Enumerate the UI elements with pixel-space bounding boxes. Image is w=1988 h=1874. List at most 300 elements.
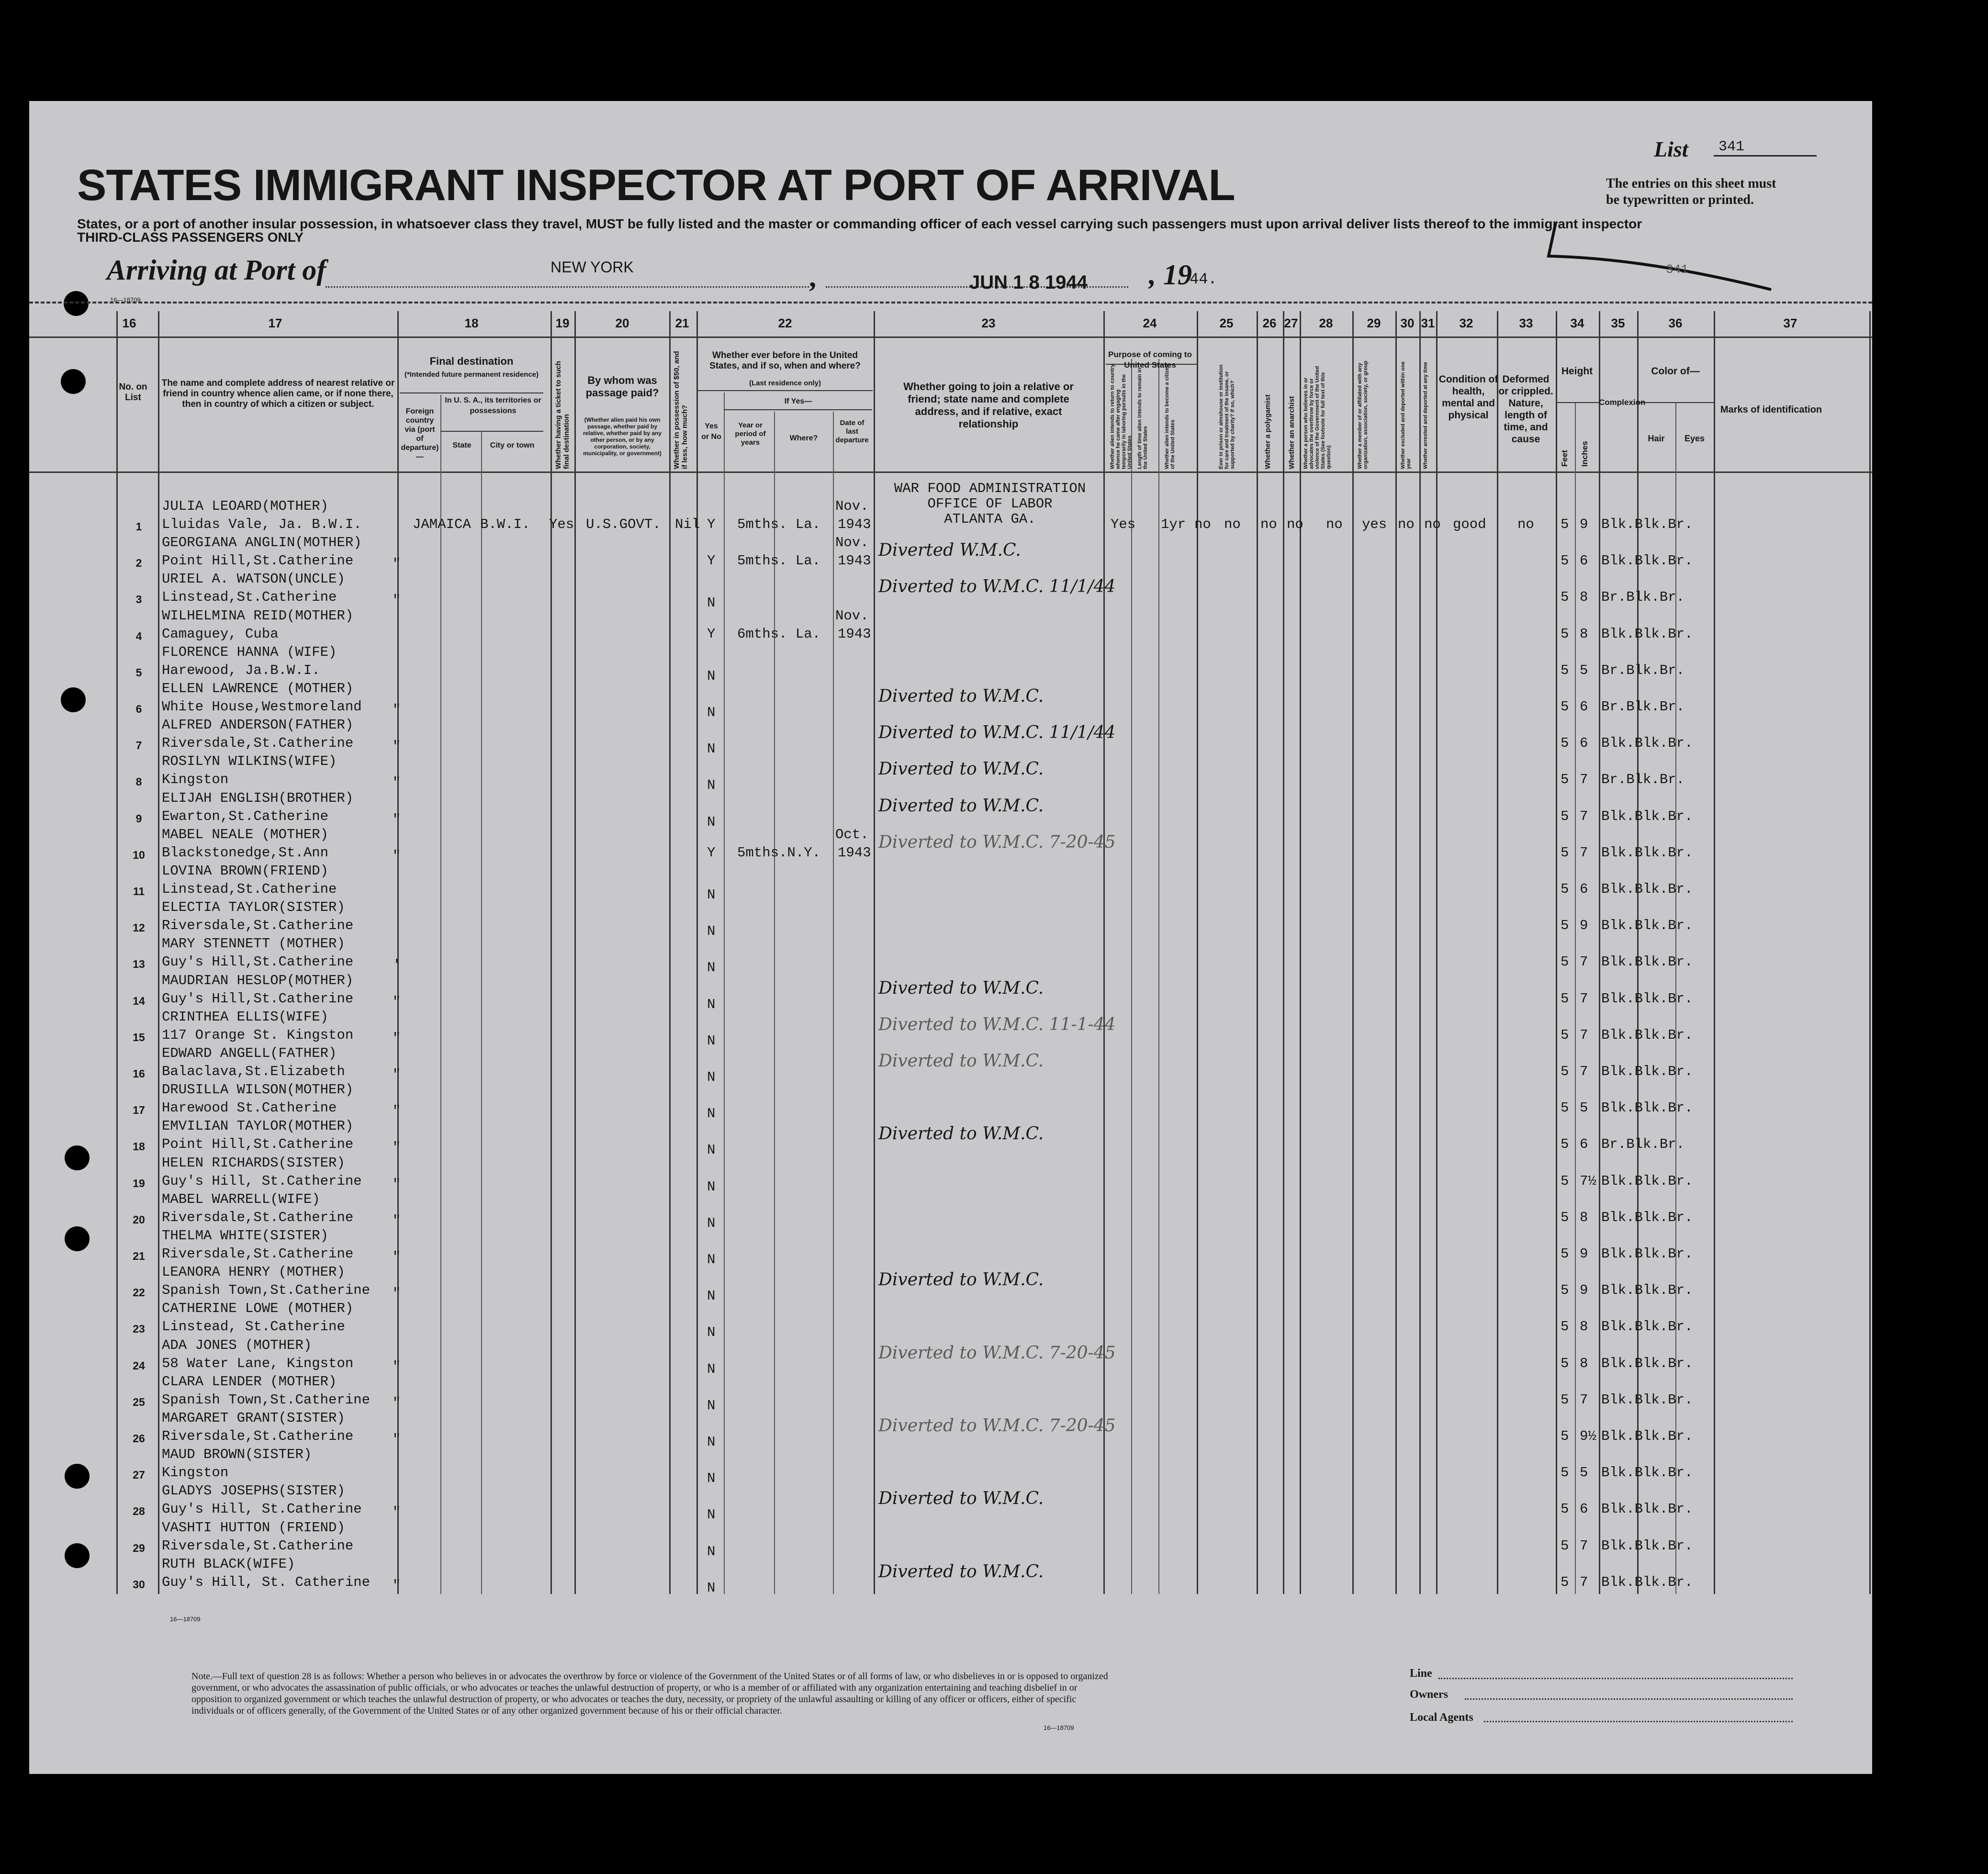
col-18-foreign: Foreign country via (port of departure)— bbox=[401, 407, 439, 461]
period-years: 5mths. La. bbox=[737, 553, 821, 569]
height-feet: 5 bbox=[1561, 1064, 1569, 1079]
relative-address: Guy's Hill, St.Catherine bbox=[162, 1173, 362, 1189]
row-number: 2 bbox=[135, 557, 142, 570]
col-20-note: (Whether alien paid his own passage, whether paid by relative, whether paid by any other person, or by any corporation, society, municipality, or government) bbox=[583, 416, 662, 457]
returning: Yes bbox=[1111, 516, 1136, 532]
row-number: 5 bbox=[135, 666, 142, 679]
entries-note bbox=[1606, 176, 1776, 208]
final-state: B.W.I. bbox=[480, 516, 530, 532]
complexion-hair-eyes: Br.Blk.Br. bbox=[1601, 662, 1685, 678]
column-number: 20 bbox=[615, 316, 629, 330]
row-number: 21 bbox=[133, 1250, 145, 1262]
complexion-hair-eyes: Blk.Blk.Br. bbox=[1601, 1246, 1693, 1262]
height-feet: 5 bbox=[1561, 516, 1569, 532]
column-subrule bbox=[1575, 402, 1576, 1594]
height-feet: 5 bbox=[1561, 662, 1569, 678]
ticket: Yes bbox=[549, 516, 574, 532]
ditto-mark: " bbox=[393, 1286, 401, 1302]
complexion-hair-eyes: Blk.Blk.Br. bbox=[1601, 1428, 1693, 1444]
complexion-hair-eyes: Blk.Blk.Br. bbox=[1601, 808, 1693, 824]
previously-in-us: N bbox=[707, 777, 716, 794]
height-inches: 5 bbox=[1580, 1465, 1588, 1481]
col-21-header: Whether in possession of $50, and if less, how much? bbox=[673, 351, 689, 469]
relative-name: ROSILYN WILKINS(WIFE) bbox=[162, 753, 337, 770]
col-17-header: The name and complete address of nearest relative or friend in country whence alien came, or if none there, then in country of which a citizen or subject. bbox=[161, 378, 395, 409]
previously-in-us: N bbox=[707, 1543, 716, 1560]
column-number: 27 bbox=[1284, 316, 1298, 330]
height-feet: 5 bbox=[1561, 954, 1569, 970]
row-number: 4 bbox=[135, 629, 142, 642]
punch-hole bbox=[65, 1464, 90, 1489]
relative-address: Guy's Hill,St.Catherine bbox=[162, 990, 354, 1007]
relative-address: Riversdale,St.Catherine bbox=[162, 918, 354, 934]
subtitle-line-1: States, or a port of another insular possession, in whatsoever class they travel, MUST be fully listed and the master or commanding officer of each vessel carrying such passengers must upon arrival deliver lists thereof to the immigrant inspector bbox=[77, 216, 1642, 231]
handwritten-note: Diverted to W.M.C. bbox=[878, 686, 1044, 706]
relative-address: Guy's Hill, St. Catherine bbox=[162, 1574, 371, 1590]
height-feet: 5 bbox=[1561, 1355, 1569, 1371]
col-18-state: State bbox=[452, 441, 472, 449]
relative-address: Harewood St.Catherine bbox=[162, 1100, 337, 1116]
height-feet: 5 bbox=[1561, 1537, 1569, 1554]
foreign-country: JAMAICA bbox=[413, 516, 471, 532]
col-34-feet: Feet bbox=[1560, 450, 1569, 467]
previously-in-us: Y bbox=[707, 844, 716, 861]
ditto-mark: " bbox=[393, 593, 401, 609]
relative-address: Point Hill,St.Catherine bbox=[162, 553, 354, 569]
column-subrule bbox=[833, 412, 834, 1594]
col-26-header: Whether a polygamist bbox=[1264, 394, 1272, 469]
column-rule bbox=[550, 311, 552, 1594]
col-30-header: Whether excluded and deported within one year bbox=[1400, 361, 1412, 469]
relative-address: Riversdale,St.Catherine bbox=[162, 735, 354, 752]
line-label: Line bbox=[1410, 1667, 1432, 1680]
previously-in-us: Y bbox=[707, 516, 716, 532]
height-feet: 5 bbox=[1561, 808, 1569, 824]
height-feet: 5 bbox=[1561, 1100, 1569, 1116]
complexion-hair-eyes: Blk.Blk.Br. bbox=[1601, 1465, 1693, 1481]
header-subrule bbox=[1557, 402, 1599, 403]
height-feet: 5 bbox=[1561, 990, 1569, 1007]
height-inches: 7 bbox=[1580, 808, 1588, 824]
height-inches: 7 bbox=[1580, 1537, 1588, 1554]
col-19-header: Whether having a ticket to such final destination bbox=[554, 361, 571, 469]
rule bbox=[29, 302, 1872, 303]
column-rule bbox=[1103, 311, 1105, 1594]
row-number: 3 bbox=[135, 593, 142, 606]
relative-name: HELEN RICHARDS(SISTER) bbox=[162, 1155, 345, 1171]
relative-name: DRUSILLA WILSON(MOTHER) bbox=[162, 1082, 354, 1098]
column-number: 17 bbox=[268, 316, 282, 330]
col-22-period: Year or period of years bbox=[735, 421, 766, 447]
handwritten-note: Diverted W.M.C. bbox=[878, 540, 1021, 561]
money: Nil bbox=[675, 516, 700, 532]
col-36-header: Color of— bbox=[1651, 366, 1700, 377]
column-number: 32 bbox=[1459, 316, 1473, 330]
relative-name: ELIJAH ENGLISH(BROTHER) bbox=[162, 790, 354, 806]
col-29-header: Whether a member of or affiliated with any organization, association, society, or group bbox=[1357, 360, 1369, 469]
complexion-hair-eyes: Br.Blk.Br. bbox=[1601, 699, 1685, 715]
complexion-hair-eyes: Blk.Blk.Br. bbox=[1601, 918, 1693, 934]
column-rule bbox=[158, 311, 159, 1594]
previously-in-us: Y bbox=[707, 553, 716, 569]
column-number: 22 bbox=[778, 316, 792, 330]
list-label: List bbox=[1654, 137, 1688, 161]
previously-in-us: N bbox=[707, 814, 716, 830]
column-number: 33 bbox=[1519, 316, 1533, 330]
handwritten-note: Diverted to W.M.C. bbox=[878, 796, 1044, 816]
relative-name: MAUD BROWN(SISTER) bbox=[162, 1447, 312, 1463]
height-feet: 5 bbox=[1561, 589, 1569, 606]
column-number: 21 bbox=[675, 316, 689, 330]
row-number: 16 bbox=[133, 1067, 145, 1080]
col-18-usa: In U. S. A., its territories or possessions bbox=[445, 396, 541, 415]
departure-year: 1943 bbox=[838, 553, 871, 569]
handwritten-stroke bbox=[1537, 218, 1786, 294]
header-subrule bbox=[724, 409, 872, 410]
owners-field bbox=[1465, 1698, 1793, 1700]
handwritten-note: Diverted to W.M.C. 7-20-45 bbox=[878, 832, 1116, 852]
previously-in-us: N bbox=[707, 960, 716, 976]
relative-address: Riversdale,St.Catherine bbox=[162, 1209, 354, 1225]
ditto-mark: " bbox=[393, 1249, 401, 1265]
subtitle-line-2: THIRD-CLASS PASSENGERS ONLY bbox=[77, 230, 303, 245]
arriving-label: Arriving at Port of bbox=[107, 254, 326, 286]
punch-hole bbox=[61, 369, 86, 394]
row-number: 14 bbox=[133, 994, 145, 1007]
row-number: 22 bbox=[133, 1286, 145, 1299]
complexion-hair-eyes: Blk.Blk.Br. bbox=[1601, 990, 1693, 1007]
handwritten-note: Diverted to W.M.C. 11/1/44 bbox=[878, 577, 1116, 597]
col-32-header: Condition of health, mental and physical bbox=[1438, 374, 1498, 421]
height-inches: 8 bbox=[1580, 1355, 1588, 1371]
ditto-mark: " bbox=[393, 775, 401, 791]
relative-address: Guy's Hill,St.Catherine bbox=[162, 954, 354, 970]
height-inches: 6 bbox=[1580, 1501, 1588, 1517]
column-subrule bbox=[724, 393, 725, 1594]
relative-name: ELECTIA TAYLOR(SISTER) bbox=[162, 899, 345, 916]
relative-name: THELMA WHITE(SISTER) bbox=[162, 1228, 329, 1244]
complexion-hair-eyes: Blk.Blk.Br. bbox=[1601, 1537, 1693, 1554]
col-24-title: Purpose of coming to United States bbox=[1108, 350, 1192, 370]
previously-in-us: N bbox=[707, 1288, 716, 1304]
relative-address: 58 Water Lane, Kingston bbox=[162, 1355, 354, 1371]
relative-name: EMVILIAN TAYLOR(MOTHER) bbox=[162, 1118, 354, 1134]
column-rule bbox=[1283, 311, 1284, 1594]
col-16-header: No. on List bbox=[119, 382, 147, 403]
column-rule bbox=[1197, 311, 1198, 1594]
col-18-title: Final destination bbox=[429, 355, 514, 367]
relative-address: Spanish Town,St.Catherine bbox=[162, 1282, 371, 1299]
ditto-mark: " bbox=[393, 1358, 401, 1375]
complexion-hair-eyes: Br.Blk.Br. bbox=[1601, 772, 1685, 788]
row-number: 28 bbox=[133, 1505, 145, 1518]
relative-name: MARY STENNETT (MOTHER) bbox=[162, 936, 345, 952]
height-feet: 5 bbox=[1561, 844, 1569, 861]
height-feet: 5 bbox=[1561, 1209, 1569, 1225]
handwritten-note: Diverted to W.M.C. 11-1-44 bbox=[878, 1014, 1116, 1034]
column-rule bbox=[1869, 311, 1871, 1594]
height-feet: 5 bbox=[1561, 1391, 1569, 1408]
previously-in-us: N bbox=[707, 1434, 716, 1450]
corner-mark: 341 bbox=[1666, 262, 1688, 277]
column-number: 25 bbox=[1219, 316, 1234, 330]
col-37-header: Marks of identification bbox=[1720, 404, 1822, 415]
complexion-hair-eyes: Blk.Blk.Br. bbox=[1601, 516, 1693, 532]
header-subrule bbox=[698, 390, 873, 391]
col-22-title: Whether ever before in the United States, and if so, when and where? bbox=[709, 350, 861, 371]
column-number: 31 bbox=[1421, 316, 1435, 330]
previously-in-us: N bbox=[707, 1252, 716, 1268]
ditto-mark: " bbox=[393, 1103, 401, 1120]
column-number: 26 bbox=[1262, 316, 1277, 330]
complexion-hair-eyes: Blk.Blk.Br. bbox=[1601, 954, 1693, 970]
relative-address: Linstead,St.Catherine bbox=[162, 881, 337, 897]
departure-year: 1943 bbox=[838, 844, 871, 861]
relative-address: Spanish Town,St.Catherine bbox=[162, 1391, 371, 1408]
height-inches: 6 bbox=[1580, 735, 1588, 752]
relative-address: Linstead,St.Catherine bbox=[162, 589, 337, 606]
previously-in-us: N bbox=[707, 1142, 716, 1158]
relative-name: MAUDRIAN HESLOP(MOTHER) bbox=[162, 972, 354, 988]
punch-hole bbox=[65, 1543, 90, 1568]
relative-name: MABEL WARRELL(WIFE) bbox=[162, 1191, 320, 1207]
column-rule bbox=[874, 311, 875, 1594]
date-stamp: JUN 1 8 1944 bbox=[969, 272, 1088, 293]
col-22-date: Date of last departure bbox=[835, 419, 869, 444]
previously-in-us: N bbox=[707, 668, 716, 684]
complexion-hair-eyes: Blk.Blk.Br. bbox=[1601, 1319, 1693, 1335]
column-rule bbox=[696, 311, 698, 1594]
relative-address: White House,Westmoreland bbox=[162, 699, 362, 715]
ditto-mark: " bbox=[393, 1504, 401, 1521]
column-subrule bbox=[481, 431, 482, 1594]
relative-name: URIEL A. WATSON(UNCLE) bbox=[162, 571, 345, 587]
height-feet: 5 bbox=[1561, 735, 1569, 752]
relative-address: Harewood, Ja.B.W.I. bbox=[162, 662, 320, 678]
period-years: 5mths. La. bbox=[737, 516, 821, 532]
departure-year: 1943 bbox=[838, 516, 871, 532]
height-inches: 8 bbox=[1580, 1319, 1588, 1335]
footnote-q28: Note.—Full text of question 28 is as follows: Whether a person who believes in or advocates the overthrow by force or violence of the Government of the United States or of all forms of law, or who disbelieves in or is opposed to organized government, or who advocates the assassination of public officials, or who advocates or teaches the unlawful destruction of property, or who is a member of or affiliated with any organization entertaining and teaching disbelief in or opposition to organized government or which teaches the unlawful destruction of property, or who advocates or teaches the duty, necessity, or propriety of the unlawful assaulting or killing of any officer or officers, either of specific individuals or of officers generally, of the Government of the United States or of any other organized government because of his or their official character. bbox=[191, 1671, 1108, 1716]
complexion-hair-eyes: Blk.Blk.Br. bbox=[1601, 1501, 1693, 1517]
complexion-hair-eyes: Blk.Blk.Br. bbox=[1601, 1355, 1693, 1371]
relative-address: Riversdale,St.Catherine bbox=[162, 1246, 354, 1262]
punch-hole bbox=[65, 1145, 90, 1170]
punch-hole bbox=[64, 291, 89, 316]
height-inches: 6 bbox=[1580, 1136, 1588, 1153]
comma: , bbox=[809, 261, 816, 293]
column-number: 16 bbox=[122, 316, 136, 330]
column-rule bbox=[1257, 311, 1258, 1594]
row-number: 18 bbox=[133, 1140, 145, 1153]
height-inches: 7 bbox=[1580, 1027, 1588, 1043]
column-rule bbox=[669, 311, 671, 1594]
height-feet: 5 bbox=[1561, 1501, 1569, 1517]
row-number: 6 bbox=[135, 703, 142, 715]
entries-note-line-2: be typewritten or printed. bbox=[1606, 192, 1754, 207]
previously-in-us: N bbox=[707, 1032, 716, 1049]
complexion-hair-eyes: Blk.Blk.Br. bbox=[1601, 553, 1693, 569]
departure-month: Nov. bbox=[835, 498, 869, 514]
column-rule bbox=[1714, 311, 1715, 1594]
previously-in-us: N bbox=[707, 595, 716, 611]
row-number: 19 bbox=[133, 1177, 145, 1189]
arrested-deported: no bbox=[1424, 516, 1441, 532]
page-title: STATES IMMIGRANT INSPECTOR AT PORT OF ARRIVAL bbox=[77, 161, 1235, 210]
ditto-mark: ' bbox=[393, 957, 401, 974]
relative-name: GLADYS JOSEPHS(SISTER) bbox=[162, 1483, 345, 1499]
handwritten-note: Diverted to W.M.C. bbox=[878, 1489, 1044, 1509]
relative-address: Camaguey, Cuba bbox=[162, 626, 279, 642]
agents-field bbox=[1484, 1721, 1793, 1722]
previously-in-us: N bbox=[707, 705, 716, 720]
relative-name: ELLEN LAWRENCE (MOTHER) bbox=[162, 681, 354, 696]
previously-in-us: N bbox=[707, 887, 716, 903]
height-inches: 8 bbox=[1580, 589, 1588, 606]
column-number: 28 bbox=[1319, 316, 1333, 330]
height-inches: 7 bbox=[1580, 954, 1588, 970]
relative-name: JULIA LEOARD(MOTHER) bbox=[162, 498, 329, 514]
complexion-hair-eyes: Blk.Blk.Br. bbox=[1601, 1391, 1693, 1408]
col-36-hair: Hair bbox=[1648, 434, 1665, 443]
column-number: 30 bbox=[1400, 316, 1415, 330]
previously-in-us: N bbox=[707, 1178, 716, 1195]
previously-in-us: N bbox=[707, 1361, 716, 1377]
height-inches: 9 bbox=[1580, 918, 1588, 934]
previously-in-us: N bbox=[707, 1470, 716, 1487]
height-inches: 5 bbox=[1580, 662, 1588, 678]
relative-name: ADA JONES (MOTHER) bbox=[162, 1337, 312, 1353]
column-number: 29 bbox=[1367, 316, 1381, 330]
complexion-hair-eyes: Blk.Blk.Br. bbox=[1601, 1282, 1693, 1299]
ditto-mark: " bbox=[393, 1432, 401, 1448]
complexion-hair-eyes: Blk.Blk.Br. bbox=[1601, 1100, 1693, 1116]
column-rule bbox=[1395, 311, 1397, 1594]
punch-hole bbox=[65, 1226, 90, 1251]
row-number: 13 bbox=[133, 958, 145, 971]
previously-in-us: N bbox=[707, 923, 716, 940]
height-inches: 7 bbox=[1580, 990, 1588, 1007]
complexion-hair-eyes: Blk.Blk.Br. bbox=[1601, 1574, 1693, 1590]
col-24-c: Whether alien intends to become a citizen of the United States bbox=[1164, 364, 1176, 469]
column-rule bbox=[574, 311, 576, 1594]
col-22-if-yes: If Yes— bbox=[784, 397, 812, 405]
health-condition: good bbox=[1453, 516, 1486, 532]
complexion-hair-eyes: Blk.Blk.Br. bbox=[1601, 626, 1693, 642]
col-23-header: Whether going to join a relative or friend; state name and complete address, and if relative, exact relationship bbox=[903, 381, 1074, 430]
port-value: NEW YORK bbox=[550, 258, 634, 276]
relative-name: VASHTI HUTTON (FRIEND) bbox=[162, 1519, 345, 1536]
column-number: 35 bbox=[1611, 316, 1625, 330]
height-feet: 5 bbox=[1561, 626, 1569, 642]
row-number: 29 bbox=[133, 1541, 145, 1554]
col-18-note: (*Intended future permanent residence) bbox=[404, 370, 539, 379]
handwritten-note: Diverted to W.M.C. bbox=[878, 978, 1044, 998]
height-inches: 9 bbox=[1580, 516, 1588, 532]
departure-month: Oct. bbox=[835, 826, 869, 842]
col-34-header: Height bbox=[1561, 366, 1593, 377]
column-rule bbox=[1497, 311, 1498, 1594]
column-number: 24 bbox=[1143, 316, 1157, 330]
deformed: no bbox=[1517, 516, 1534, 532]
relative-address: Riversdale,St.Catherine bbox=[162, 1537, 354, 1554]
header-subrule bbox=[1637, 402, 1714, 403]
relative-address: Ewarton,St.Catherine bbox=[162, 808, 329, 824]
column-subrule bbox=[1131, 359, 1132, 1594]
previously-in-us: Y bbox=[707, 626, 716, 642]
year-suffix: 44. bbox=[1190, 270, 1217, 288]
ditto-mark: " bbox=[393, 1030, 401, 1046]
ditto-mark: " bbox=[393, 556, 401, 572]
complexion-hair-eyes: Br.Blk.Br. bbox=[1601, 1136, 1685, 1153]
ditto-mark: " bbox=[393, 739, 401, 755]
row-number: 7 bbox=[135, 739, 142, 752]
row-number: 15 bbox=[133, 1031, 145, 1044]
handwritten-note: Diverted to W.M.C. bbox=[878, 1124, 1044, 1144]
height-inches: 7 bbox=[1580, 1064, 1588, 1079]
previously-in-us: N bbox=[707, 1507, 716, 1523]
relative-name: FLORENCE HANNA (WIFE) bbox=[162, 644, 337, 660]
height-feet: 5 bbox=[1561, 1246, 1569, 1262]
complexion-hair-eyes: Br.Blk.Br. bbox=[1601, 589, 1685, 606]
handwritten-note: Diverted to W.M.C. 7-20-45 bbox=[878, 1343, 1116, 1363]
relative-name: EDWARD ANGELL(FATHER) bbox=[162, 1045, 337, 1061]
previously-in-us: N bbox=[707, 1106, 716, 1122]
line-field bbox=[1438, 1678, 1793, 1679]
relative-address: Riversdale,St.Catherine bbox=[162, 1428, 354, 1444]
ditto-mark: " bbox=[393, 1140, 401, 1156]
relative-name: RUTH BLACK(WIFE) bbox=[162, 1556, 295, 1572]
height-inches: 9 bbox=[1580, 1282, 1588, 1299]
column-subrule bbox=[440, 395, 441, 1594]
relative-name: ALFRED ANDERSON(FATHER) bbox=[162, 717, 354, 733]
height-inches: 6 bbox=[1580, 553, 1588, 569]
period-years: 6mths. La. bbox=[737, 626, 821, 642]
row-number: 10 bbox=[133, 848, 145, 861]
anarchist: no bbox=[1287, 516, 1303, 532]
complexion-hair-eyes: Blk.Blk.Br. bbox=[1601, 881, 1693, 897]
height-inches: 7 bbox=[1580, 772, 1588, 788]
relative-name: GEORGIANA ANGLIN(MOTHER) bbox=[162, 535, 362, 551]
relative-name: LEANORA HENRY (MOTHER) bbox=[162, 1264, 345, 1280]
height-feet: 5 bbox=[1561, 553, 1569, 569]
previously-in-us: N bbox=[707, 1580, 716, 1596]
height-feet: 5 bbox=[1561, 1136, 1569, 1153]
col-22-note: (Last residence only) bbox=[749, 379, 821, 387]
form-number-right: 16—18709 bbox=[1044, 1724, 1074, 1731]
handwritten-note: Diverted to W.M.C. bbox=[878, 759, 1044, 779]
previously-in-us: N bbox=[707, 1215, 716, 1231]
ditto-mark: " bbox=[393, 1395, 401, 1411]
complexion-hair-eyes: Blk.Blk.Br. bbox=[1601, 1027, 1693, 1043]
height-feet: 5 bbox=[1561, 1465, 1569, 1481]
wfa-line-1: WAR FOOD ADMINISTRATION bbox=[894, 481, 1086, 496]
wfa-line-2: OFFICE OF LABOR bbox=[927, 496, 1053, 512]
column-number: 37 bbox=[1783, 316, 1797, 330]
height-feet: 5 bbox=[1561, 881, 1569, 897]
column-rule bbox=[1556, 311, 1557, 1594]
relative-address: Lluidas Vale, Ja. B.W.I. bbox=[162, 516, 362, 532]
port-line bbox=[326, 286, 809, 288]
column-rule bbox=[1352, 311, 1354, 1594]
height-inches: 7 bbox=[1580, 844, 1588, 861]
col-36-eyes: Eyes bbox=[1684, 434, 1705, 443]
column-number: 19 bbox=[555, 316, 570, 330]
col-27-header: Whether an anarchist bbox=[1288, 396, 1296, 469]
prison-almshouse: no bbox=[1224, 516, 1241, 532]
relative-address: Kingston bbox=[162, 772, 229, 788]
handwritten-note: Diverted to W.M.C. bbox=[878, 1270, 1044, 1290]
